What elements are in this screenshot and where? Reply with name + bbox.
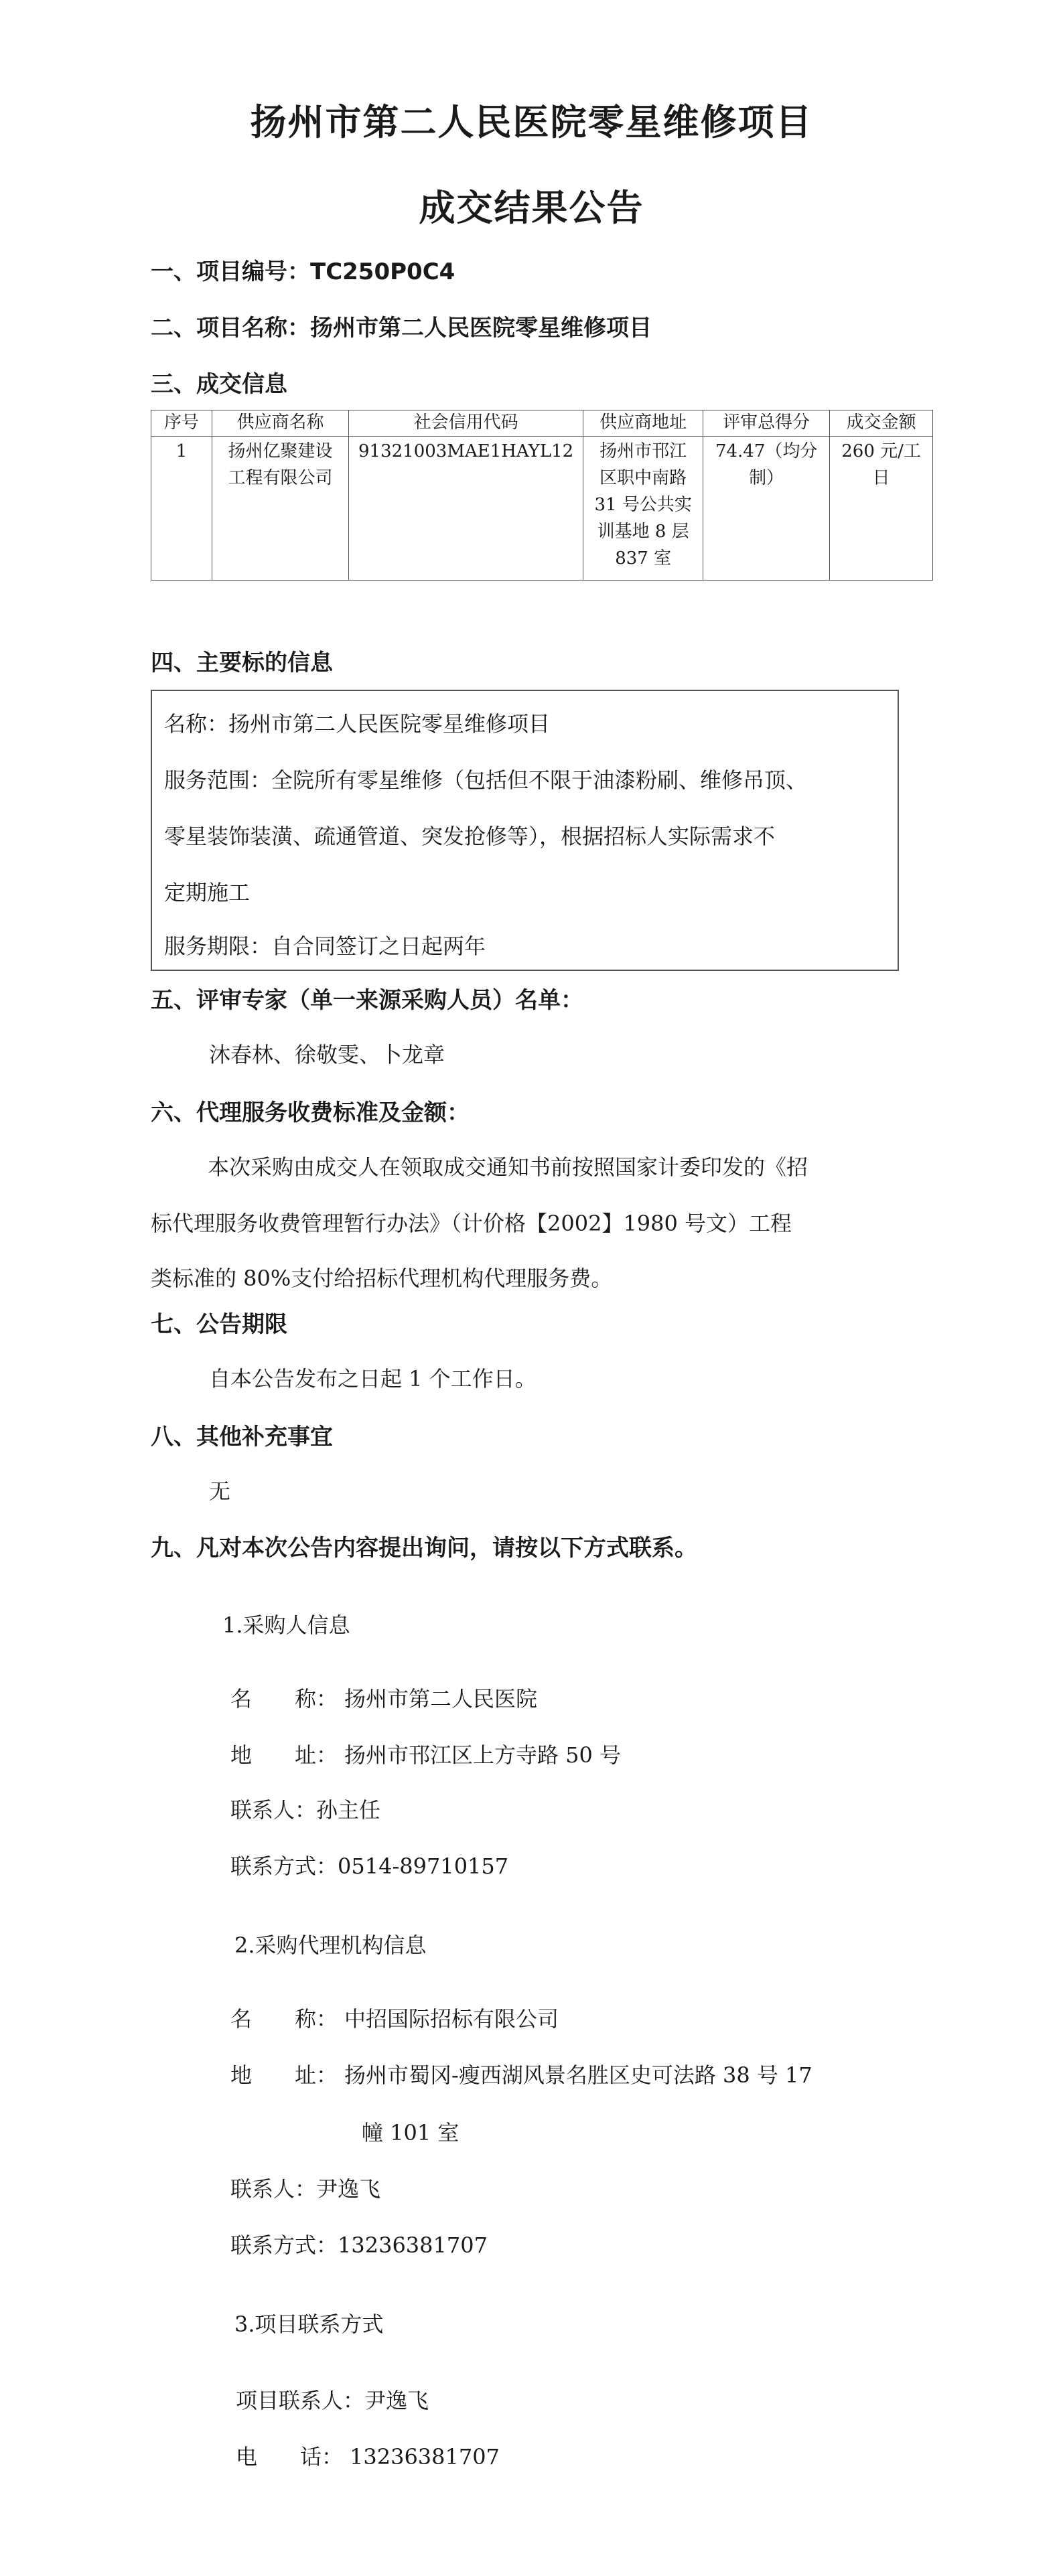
section-agency-fee: 六、代理服务收费标准及金额：: [151, 1100, 470, 1126]
project-contact-phone-value: 13236381707: [350, 2444, 500, 2470]
address-line: 837 室: [615, 548, 672, 569]
section-project-number: 一、项目编号：TC250P0C4: [151, 258, 455, 285]
address-line: 扬州市邗江: [599, 441, 687, 461]
deal-table: [151, 410, 933, 581]
score-line: 制）: [749, 468, 784, 488]
agency-name-value: 中招国际招标有限公司: [344, 2006, 559, 2032]
address-label: 地 址：: [230, 2062, 338, 2088]
fee-text-line: 类标准的 80%支付给招标代理机构代理服务费。: [151, 1266, 613, 1291]
project-contact-heading: 3.项目联系方式: [234, 2312, 384, 2337]
cell-score: [703, 437, 830, 581]
header-seq: 序号: [151, 410, 212, 437]
score-line: 74.47（均分: [715, 441, 818, 461]
address-line: 区职中南路: [599, 468, 687, 488]
section-experts: 五、评审专家（单一来源采购人员）名单：: [151, 987, 583, 1014]
cell-supplier: [212, 437, 349, 581]
purchaser-name: [230, 1682, 537, 1713]
service-scope-line: 零星装饰装潢、疏通管道、突发抢修等），根据招标人实际需求不: [164, 824, 776, 849]
service-scope-line: 服务范围：全院所有零星维修（包括但不限于油漆粉刷、维修吊顶、: [164, 767, 808, 793]
purchaser-heading: 1.采购人信息: [222, 1612, 350, 1638]
agency-heading: 2.采购代理机构信息: [234, 1933, 427, 1958]
experts-list: 沐春林、徐敬雯、卜龙章: [209, 1042, 445, 1067]
project-contact-phone: [236, 2440, 500, 2471]
section-main-subject: 四、主要标的信息: [151, 650, 333, 676]
subject-name: 名称：扬州市第二人民医院零星维修项目: [164, 711, 551, 737]
purchaser-phone: 联系方式：0514-89710157: [230, 1853, 509, 1879]
address-line: 31 号公共实: [594, 495, 692, 515]
phone-label: 电 话：: [236, 2444, 344, 2470]
project-contact-person: 项目联系人：尹逸飞: [236, 2388, 429, 2413]
cell-seq: 1: [151, 437, 212, 581]
supplier-line: 工程有限公司: [228, 468, 333, 488]
section-other-matters: 八、其他补充事宜: [151, 1424, 333, 1450]
purchaser-address: [230, 1738, 621, 1769]
table-header-row: [151, 410, 933, 437]
page-title: 扬州市第二人民医院零星维修项目: [250, 101, 813, 143]
purchaser-contact: 联系人：孙主任: [230, 1797, 381, 1823]
header-credit-code: 社会信用代码: [349, 410, 583, 437]
service-scope-line: 定期施工: [164, 880, 251, 905]
header-address: 供应商地址: [583, 410, 703, 437]
address-label: 地 址：: [230, 1742, 338, 1768]
page-subtitle: 成交结果公告: [419, 187, 644, 229]
purchaser-name-value: 扬州市第二人民医院: [344, 1686, 538, 1712]
name-label: 名 称：: [230, 2006, 338, 2032]
fee-text-line: 标代理服务收费管理暂行办法》（计价格【2002】1980 号文）工程: [151, 1211, 792, 1236]
subject-info-box: [151, 690, 899, 971]
cell-credit-code: 91321003MAE1HAYL12: [349, 437, 583, 581]
agency-contact: 联系人：尹逸飞: [230, 2176, 381, 2202]
section-deal-info: 三、成交信息: [151, 371, 287, 398]
supplier-line: 扬州亿聚建设: [228, 441, 333, 461]
cell-address: [583, 437, 703, 581]
section-contact: 九、凡对本次公告内容提出询问，请按以下方式联系。: [151, 1535, 697, 1562]
agency-address: [230, 2058, 812, 2089]
agency-name: [230, 2002, 559, 2033]
agency-address-line2: 幢 101 室: [362, 2120, 459, 2145]
section-project-name: 二、项目名称：扬州市第二人民医院零星维修项目: [151, 315, 652, 342]
header-supplier: 供应商名称: [212, 410, 349, 437]
agency-address-value: 扬州市蜀冈-瘦西湖风景名胜区史可法路 38 号 17: [344, 2062, 812, 2088]
purchaser-address-value: 扬州市邗江区上方寺路 50 号: [344, 1742, 622, 1768]
address-line: 训基地 8 层: [597, 522, 689, 542]
fee-text-line: 本次采购由成交人在领取成交通知书前按照国家计委印发的《招: [208, 1154, 808, 1180]
cell-amount: 260 元/工日: [830, 437, 933, 581]
notice-period-text: 自本公告发布之日起 1 个工作日。: [209, 1366, 537, 1391]
table-row: [151, 437, 933, 581]
header-amount: 成交金额: [830, 410, 933, 437]
service-period: 服务期限：自合同签订之日起两年: [164, 933, 486, 959]
other-matters-text: 无: [209, 1479, 231, 1504]
header-score: 评审总得分: [703, 410, 830, 437]
name-label: 名 称：: [230, 1686, 338, 1712]
agency-phone: 联系方式：13236381707: [230, 2232, 488, 2258]
section-notice-period: 七、公告期限: [151, 1311, 287, 1338]
